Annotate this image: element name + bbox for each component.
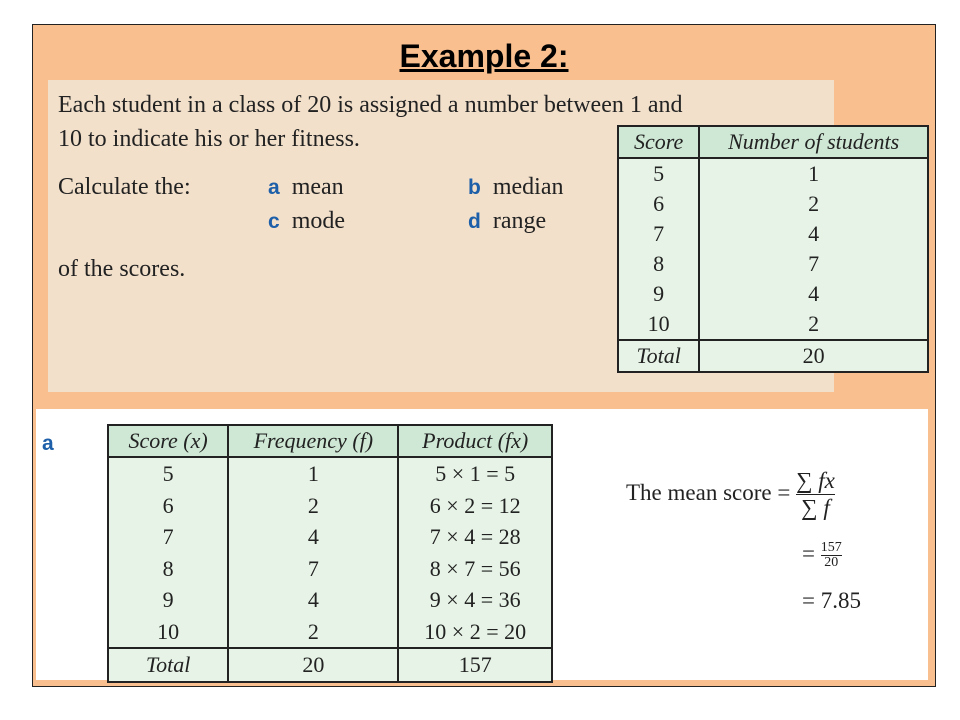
table-cell: 6 bbox=[618, 189, 699, 219]
part-a: a mean bbox=[268, 174, 344, 200]
header-product: Product (fx) bbox=[398, 425, 552, 457]
part-b: b median bbox=[468, 174, 564, 200]
total-row bbox=[618, 340, 928, 372]
header-score-x: Score (x) bbox=[108, 425, 228, 457]
table-row bbox=[108, 457, 552, 490]
table-cell: 4 bbox=[699, 279, 928, 309]
table-cell: 2 bbox=[699, 309, 928, 340]
table-cell: 1 bbox=[228, 457, 398, 490]
table-cell: 5 bbox=[108, 457, 228, 490]
table-cell: 6 bbox=[108, 490, 228, 522]
table-cell: 2 bbox=[228, 616, 398, 649]
mean-label: The mean score = bbox=[626, 479, 791, 505]
table-cell: 4 bbox=[699, 219, 928, 249]
part-d: d range bbox=[468, 208, 547, 234]
table-cell: 8 bbox=[618, 249, 699, 279]
table-row bbox=[618, 189, 928, 219]
table-cell: 7 × 4 = 28 bbox=[398, 521, 552, 553]
question-end: of the scores. bbox=[58, 256, 186, 282]
header-number: Number of students bbox=[699, 126, 928, 158]
table-row bbox=[108, 490, 552, 522]
table-cell: 8 × 7 = 56 bbox=[398, 553, 552, 585]
table-row bbox=[108, 616, 552, 649]
mean-formula bbox=[626, 468, 835, 521]
table-cell: 10 bbox=[108, 616, 228, 649]
table-cell: 1 bbox=[699, 158, 928, 189]
solution-table bbox=[107, 424, 553, 683]
table-cell: 9 bbox=[108, 584, 228, 616]
table-cell: 2 bbox=[228, 490, 398, 522]
table-row bbox=[108, 584, 552, 616]
question-line-2: 10 to indicate his or her fitness. bbox=[58, 126, 360, 152]
calculate-label: Calculate the: bbox=[58, 174, 191, 200]
part-c: c mode bbox=[268, 208, 346, 234]
table-row bbox=[618, 309, 928, 340]
mean-result: = 7.85 bbox=[802, 588, 861, 613]
table-row bbox=[618, 219, 928, 249]
table-cell: 8 bbox=[108, 553, 228, 585]
table-cell: 7 bbox=[699, 249, 928, 279]
table-cell: 10 × 2 = 20 bbox=[398, 616, 552, 649]
table-cell: 20 bbox=[228, 648, 398, 682]
table-row bbox=[618, 279, 928, 309]
header-frequency: Frequency (f) bbox=[228, 425, 398, 457]
table-cell: Total bbox=[618, 340, 699, 372]
solution-label: a bbox=[42, 432, 54, 455]
score-table bbox=[617, 125, 929, 373]
table-cell: 7 bbox=[108, 521, 228, 553]
table-cell: 10 bbox=[618, 309, 699, 340]
table-cell: 4 bbox=[228, 584, 398, 616]
table-cell: 5 × 1 = 5 bbox=[398, 457, 552, 490]
slide-title: Example 2: bbox=[399, 38, 569, 74]
table-row bbox=[108, 553, 552, 585]
table-cell: 9 × 4 = 36 bbox=[398, 584, 552, 616]
header-score: Score bbox=[618, 126, 699, 158]
table-cell: 157 bbox=[398, 648, 552, 682]
table-cell: 5 bbox=[618, 158, 699, 189]
table-cell: 6 × 2 = 12 bbox=[398, 490, 552, 522]
table-row bbox=[618, 158, 928, 189]
fraction-step: = $\frac{157}{20}$ bbox=[802, 540, 842, 571]
table-cell: 7 bbox=[618, 219, 699, 249]
table-cell: 9 bbox=[618, 279, 699, 309]
table-cell: 7 bbox=[228, 553, 398, 585]
table-cell: 4 bbox=[228, 521, 398, 553]
total-row bbox=[108, 648, 552, 682]
table-cell: 2 bbox=[699, 189, 928, 219]
table-row bbox=[618, 249, 928, 279]
question-line-1: Each student in a class of 20 is assigned a number between 1 and bbox=[58, 92, 683, 118]
table-row bbox=[108, 521, 552, 553]
table-cell: 20 bbox=[699, 340, 928, 372]
formula-fraction: $\frac{\sum fx}{\sum f}$ bbox=[796, 468, 835, 520]
table-cell: Total bbox=[108, 648, 228, 682]
